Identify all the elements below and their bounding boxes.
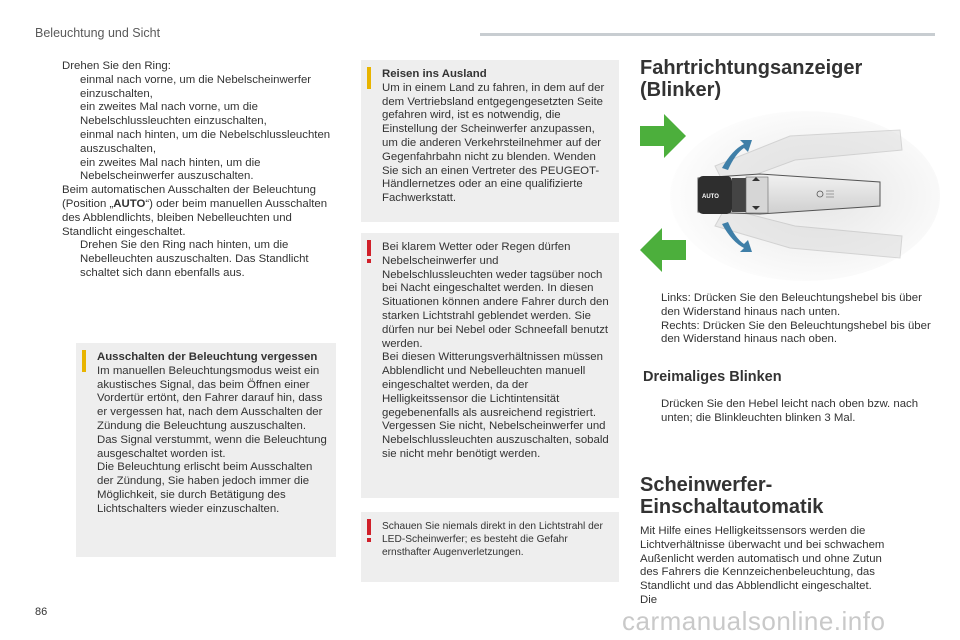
- column-1-text: [62, 60, 337, 281]
- page-number: 86: [35, 606, 48, 618]
- warning-box-weather: Bei klarem Wetter oder Regen dürfen Nebelscheinwerfer und Nebelschlussleuchten weder tagsüber noch bei Nacht eingeschaltet werden. In diesen Situationen können andere Fahrer durch den starken Lichtstrahl geblendet werden. Sie dürfen nur bei Nebel oder Schneefall benutzt werden. Bei diesen Witterungsverhältnissen müssen Abblendlicht und Nebelleuchten manuell eingeschaltet werden, da der Helligkeitssensor die Lichtintensität gegebenenfalls als ausreichend registriert. Vergessen Sie nicht, Nebelscheinwerfer und Nebelschlussleuchten auszuschalten, sobald sie nicht mehr benötigt werden.: [361, 233, 619, 498]
- lever-main: [698, 174, 880, 214]
- info-box-title: Ausschalten der Beleuchtung vergessen: [97, 351, 318, 363]
- triple-blink-heading: Dreimaliges Blinken: [643, 369, 782, 385]
- list-item: einmal nach hinten, um die Nebelschlussleuchten auszuschalten,: [62, 129, 337, 157]
- turn-signal-illustration: [640, 108, 940, 288]
- header-rule: [480, 33, 935, 36]
- bullet-icon: [62, 101, 80, 129]
- list-item: Rechts: Drücken Sie den Beleuchtungshebel bis über den Widerstand hinaus nach oben.: [643, 320, 933, 348]
- arrow-up-icon: [640, 114, 686, 158]
- list-item: einmal nach vorne, um die Nebelscheinwerfer einzuschalten,: [62, 74, 337, 102]
- list-item: Links: Drücken Sie den Beleuchtungshebel bis über den Widerstand hinaus nach unten.: [643, 292, 933, 320]
- bullet-icon: [62, 129, 80, 157]
- auto-paragraph: Beim automatischen Ausschalten der Beleuchtung (Position „AUTO“) oder beim manuellen Ausschalten des Abblendlichts, bleiben Nebelleuchten und Standlicht eingeschaltet.: [62, 184, 328, 238]
- bullet-icon: [643, 398, 661, 426]
- info-icon: [82, 350, 86, 372]
- list-item: Drehen Sie den Ring nach hinten, um die Nebelleuchten auszuschalten. Das Standlicht schaltet sich dann ebenfalls aus.: [62, 239, 337, 280]
- header-title: Beleuchtung und Sicht: [35, 26, 161, 40]
- arrow-down-icon: [640, 228, 686, 272]
- ring-intro: Drehen Sie den Ring:: [62, 60, 171, 72]
- auto-headlamp-body: Mit Hilfe eines Helligkeitssensors werden die Lichtverhältnisse überwacht und bei schwachem Außenlicht werden automatisch und ohne Zutun des Fahrers die Kennzeichenbeleuchtung, das Standlicht und das Abblendlicht eingeschaltet. Die: [640, 525, 885, 606]
- auto-position-label: AUTO: [702, 194, 719, 200]
- info-box-travel: Reisen ins Ausland Um in einem Land zu fahren, in dem auf der dem Vertriebsland entgegengesetzten Seite gefahren wird, ist es notwendig, die Einstellung der Scheinwerfer anzupassen, um die anderen Verkehrsteilnehmer auf der Gegenfahrbahn nicht zu blenden. Wenden Sie sich an einen Vertreter des PEUGEOT-Händlernetzes oder an eine qualifizierte Fachwerkstatt.: [361, 60, 619, 222]
- info-box-lights-off: Ausschalten der Beleuchtung vergessen Im manuellen Beleuchtungsmodus weist ein akustisches Signal, das beim Öffnen einer Vordertür ertönt, den Fahrer darauf hin, dass er vergessen hat, nach dem Ausschalten der Zündung die Beleuchtung auszuschalten. Das Signal verstummt, wenn die Beleuchtung ausgeschaltet worden ist. Die Beleuchtung erlischt beim Ausschalten der Zündung, Sie haben jedoch immer die Möglichkeit, sie durch Betätigung des Lichtschalters wieder einzuschalten.: [76, 343, 336, 557]
- bullet-icon: [643, 320, 661, 348]
- info-box-title: Reisen ins Ausland: [382, 68, 487, 80]
- list-item: ein zweites Mal nach hinten, um die Nebelscheinwerfer auszuschalten.: [62, 157, 337, 185]
- warning-box-led: Schauen Sie niemals direkt in den Lichtstrahl der LED-Scheinwerfer; es besteht die Gefahr ernsthafter Augenverletzungen.: [361, 512, 619, 582]
- bullet-icon: [62, 74, 80, 102]
- watermark: carmanualsonline.info: [622, 606, 886, 636]
- blinker-bullets: [643, 292, 933, 347]
- list-item: ein zweites Mal nach vorne, um die Nebelschlussleuchten einzuschalten,: [62, 101, 337, 129]
- auto-headlamp-heading: Scheinwerfer-Einschaltautomatik: [640, 474, 824, 518]
- info-icon: [367, 67, 371, 89]
- list-item: Drücken Sie den Hebel leicht nach oben bzw. nach unten; die Blinkleuchten blinken 3 Mal.: [643, 398, 933, 426]
- triple-blink-bullets: [643, 398, 933, 426]
- bullet-icon: [643, 292, 661, 320]
- bullet-icon: [62, 157, 80, 185]
- blinker-heading: Fahrtrichtungsanzeiger (Blinker): [640, 57, 863, 101]
- bullet-icon: [62, 239, 80, 280]
